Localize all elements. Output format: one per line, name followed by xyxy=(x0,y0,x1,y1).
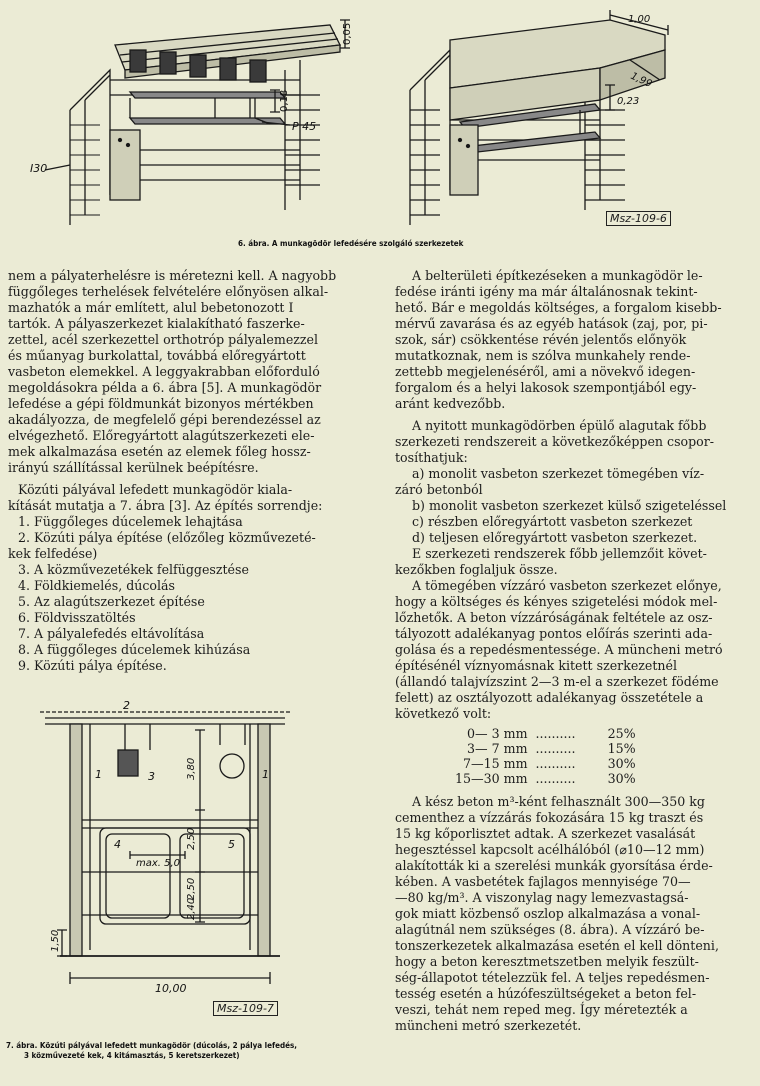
figure-7-caption-line-2: 3 közművezeté kek, 4 kitámasztás, 5 keretszerkezet) xyxy=(24,1051,240,1060)
right-column xyxy=(395,268,752,1034)
fig6-dim-023: 0,23 xyxy=(617,96,640,107)
list-item: d) teljesen előregyártott vasbeton szerkezet. xyxy=(412,530,698,545)
table-cell: 15—30 mm xyxy=(455,771,528,786)
right-para-5 xyxy=(395,794,752,1034)
text-line: aránt kedvezőbb. xyxy=(395,396,506,411)
text-line: gok miatt közbenső oszlop alkalmazása a vonal- xyxy=(395,906,701,921)
text-line: A tömegében vízzáró vasbeton szerkezet előnye, xyxy=(412,578,722,593)
figure-7-code: Msz-109-7 xyxy=(213,1001,278,1016)
figure-7-caption xyxy=(6,1041,297,1061)
figure-6-code: Msz-109-6 xyxy=(606,211,671,226)
fig7-dim-250a: 2,50 xyxy=(186,827,197,850)
fig6-label-p45: P 45 xyxy=(292,120,317,133)
text-line: tesség esetén a húzófeszültségeket a beton fel- xyxy=(395,986,697,1001)
left-para-2 xyxy=(8,482,360,514)
figure-6-drawing xyxy=(0,0,760,240)
text-line: következő volt: xyxy=(395,706,492,721)
table-row xyxy=(455,771,636,786)
list-item: b) monolit vasbeton szerkezet külső szigeteléssel xyxy=(412,498,727,513)
figure-6-caption: 6. ábra. A munkagödör lefedésére szolgáló szerkezetek xyxy=(238,239,464,248)
table-cell: .......... xyxy=(535,726,576,741)
list-item: 9. Közúti pálya építése. xyxy=(18,658,167,673)
fig7-dim-380: 3,80 xyxy=(186,757,197,780)
text-line: hogy a beton keresztmetszetben melyik feszült- xyxy=(395,954,699,969)
text-line: mérvű zavarása és az egyéb hatások (zaj, por, pi- xyxy=(395,316,708,331)
fig7-dim-max: max. 5,0 xyxy=(136,858,181,869)
list-item: 4. Földkiemelés, dúcolás xyxy=(18,578,176,593)
text-line: és műanyag burkolattal, továbbá előregyártott xyxy=(8,348,306,363)
aggregate-grading-table xyxy=(455,726,636,786)
fig7-dim-250b: 2,50 xyxy=(186,877,197,900)
text-line: mutatkoznak, nem is szólva munkahely rende- xyxy=(395,348,691,363)
figure-7-caption-line-1: 7. ábra. Közúti pályával lefedett munkagödör (dúcolás, 2 pálya lefedés, xyxy=(6,1041,298,1050)
list-item: 8. A függőleges dúcelemek kihúzása xyxy=(18,642,251,657)
table-cell: .......... xyxy=(535,741,576,756)
text-line: tosíthatjuk: xyxy=(395,450,468,465)
text-line: nem a pályaterhelésre is méretezni kell. A nagyobb xyxy=(8,268,337,283)
text-line: mek alkalmazása esetén az elemek főleg hossz- xyxy=(8,444,311,459)
table-row xyxy=(455,756,636,771)
left-para-1 xyxy=(8,268,360,476)
text-line: golása és a repedésmentessége. A müncheni metró xyxy=(395,642,723,657)
figure-7-drawing xyxy=(0,700,380,1030)
text-line: (állandó talajvízszint 2—3 m-el a szerkezet födéme xyxy=(395,674,719,689)
fig7-label-2: 2 xyxy=(123,700,130,712)
fig6-dim-199: 1,99 xyxy=(628,70,654,91)
text-line: hogy a költséges és kényes szigetelési módok mel- xyxy=(395,594,718,609)
text-line: irányú szállítással kerülnek beépítésre. xyxy=(8,460,259,475)
text-line: építésénél víznyomásnak kitett szerkezetnél xyxy=(395,658,678,673)
text-line: fedése iránti igény ma már általánosnak tekint- xyxy=(395,284,698,299)
text-line: függőleges terhelések felvételére előnyösen alkal- xyxy=(8,284,329,299)
text-line: tartók. A pályaszerkezet kialakítható faszerke- xyxy=(8,316,305,331)
list-item: 3. A közművezetékek felfüggesztése xyxy=(18,562,249,577)
table-cell: .......... xyxy=(535,771,576,786)
text-line: kítását mutatja a 7. ábra [3]. Az építés sorrendje: xyxy=(8,498,323,513)
fig6-dim-100: 1,00 xyxy=(628,14,651,25)
text-line: szok, sár) csökkentése révén jelentős előnyök xyxy=(395,332,687,347)
text-line: kezőkben foglaljuk össze. xyxy=(395,562,558,577)
table-cell: 15% xyxy=(607,741,636,756)
fig7-dim-150: 1,50 xyxy=(50,929,61,952)
text-line: E szerkezeti rendszerek főbb jellemzőit követ- xyxy=(412,546,707,561)
construction-steps-list xyxy=(8,514,360,674)
list-item: záró betonból xyxy=(395,482,483,497)
list-item: 6. Földvisszatöltés xyxy=(18,610,136,625)
fig6-dim-018: 0,18 xyxy=(279,89,290,112)
right-para-4 xyxy=(395,578,752,722)
structure-options-list xyxy=(395,466,752,546)
table-cell: 30% xyxy=(607,756,636,771)
text-line: Közúti pályával lefedett munkagödör kiala- xyxy=(18,482,293,497)
text-line: A kész beton m³-ként felhasznált 300—350 kg xyxy=(412,794,705,809)
text-line: elvégezhető. Előregyártott alagútszerkezeti ele- xyxy=(8,428,315,443)
text-line: forgalom és a helyi lakosok szempontjából egy- xyxy=(395,380,697,395)
list-item: 1. Függőleges dúcelemek lehajtása xyxy=(18,514,243,529)
text-line: szerkezeti rendszereit a következőképpen csopor- xyxy=(395,434,715,449)
text-line: vasbeton elemekkel. A leggyakrabban előforduló xyxy=(8,364,320,379)
text-line: lefedése a gépi földmunkát bizonyos mértékben xyxy=(8,396,314,411)
left-column xyxy=(8,268,360,674)
text-line: hető. Bár e megoldás költséges, a forgalom kisebb- xyxy=(395,300,722,315)
text-line: —80 kg/m³. A viszonylag nagy lemezvastagsá- xyxy=(395,890,689,905)
text-line: tonszerkezetek alkalmazása esetén el kell dönteni, xyxy=(395,938,719,953)
table-cell: 30% xyxy=(607,771,636,786)
table-row xyxy=(455,741,636,756)
text-line: tályozott adalékanyag pontos előírás szerinti ada- xyxy=(395,626,713,641)
table-cell: 25% xyxy=(607,726,636,741)
fig6-dim-005: 0,05 xyxy=(342,22,353,45)
fig7-label-3: 3 xyxy=(148,770,155,783)
text-line: lőzhetők. A beton vízzáróságának feltétele az osz- xyxy=(395,610,713,625)
fig7-label-4: 4 xyxy=(114,838,121,851)
list-item: 2. Közúti pálya építése (előzőleg közművezeté- xyxy=(18,530,316,545)
fig7-label-1a: 1 xyxy=(95,768,102,781)
text-line: ség-állapotot tételezzük fel. A teljes repedésmen- xyxy=(395,970,710,985)
fig7-dim-1000: 10,00 xyxy=(155,982,187,995)
text-line: A belterületi építkezéseken a munkagödör le- xyxy=(412,268,703,283)
list-item: 5. Az alagútszerkezet építése xyxy=(18,594,205,609)
fig7-label-5: 5 xyxy=(228,838,235,851)
text-line: hegesztéssel kapcsolt acélhálóból (⌀10—12 mm) xyxy=(395,842,705,857)
text-line: megoldásokra példa a 6. ábra [5]. A munkagödör xyxy=(8,380,322,395)
text-line: zettel, acél szerkezettel orthotróp pályalemezzel xyxy=(8,332,319,347)
table-cell: 3— 7 mm xyxy=(467,741,528,756)
fig7-dim-240: 2,40 xyxy=(186,897,197,920)
text-line: veszi, tehát nem reped meg. Így méretezték a xyxy=(395,1002,688,1017)
list-item: kek felfedése) xyxy=(8,546,98,561)
right-para-1 xyxy=(395,268,752,412)
text-line: alakították ki a szerelési munkák gyorsítása érde- xyxy=(395,858,713,873)
table-row xyxy=(455,726,636,741)
text-line: A nyitott munkagödörben épülő alagutak főbb xyxy=(412,418,707,433)
right-para-2 xyxy=(395,418,752,466)
fig6-label-i30: I30 xyxy=(30,162,48,175)
text-line: müncheni metró szerkezetét. xyxy=(395,1018,582,1033)
text-line: alagútnál nem szükséges (8. ábra). A vízzáró be- xyxy=(395,922,705,937)
fig7-label-1b: 1 xyxy=(262,768,269,781)
text-line: kében. A vasbetétek fajlagos mennyisége 70— xyxy=(395,874,691,889)
table-cell: .......... xyxy=(535,756,576,771)
list-item: 7. A pályalefedés eltávolítása xyxy=(18,626,205,641)
list-item: a) monolit vasbeton szerkezet tömegében víz- xyxy=(412,466,705,481)
text-line: zettebb megjelenéséről, ami a növekvő idegen- xyxy=(395,364,696,379)
table-cell: 0— 3 mm xyxy=(467,726,528,741)
text-line: 15 kg kőporlisztet adtak. A szerkezet vasalását xyxy=(395,826,696,841)
text-line: akadályozza, de megfelelő gépi berendezéssel az xyxy=(8,412,321,427)
table-cell: 7—15 mm xyxy=(463,756,528,771)
text-line: felett) az osztályozott adalékanyag összetétele a xyxy=(395,690,704,705)
list-item: c) részben előregyártott vasbeton szerkezet xyxy=(412,514,693,529)
right-para-3 xyxy=(395,546,752,578)
text-line: mazhatók a már említett, alul bebetonozott I xyxy=(8,300,294,315)
text-line: cementhez a vízzárás fokozására 15 kg traszt és xyxy=(395,810,704,825)
